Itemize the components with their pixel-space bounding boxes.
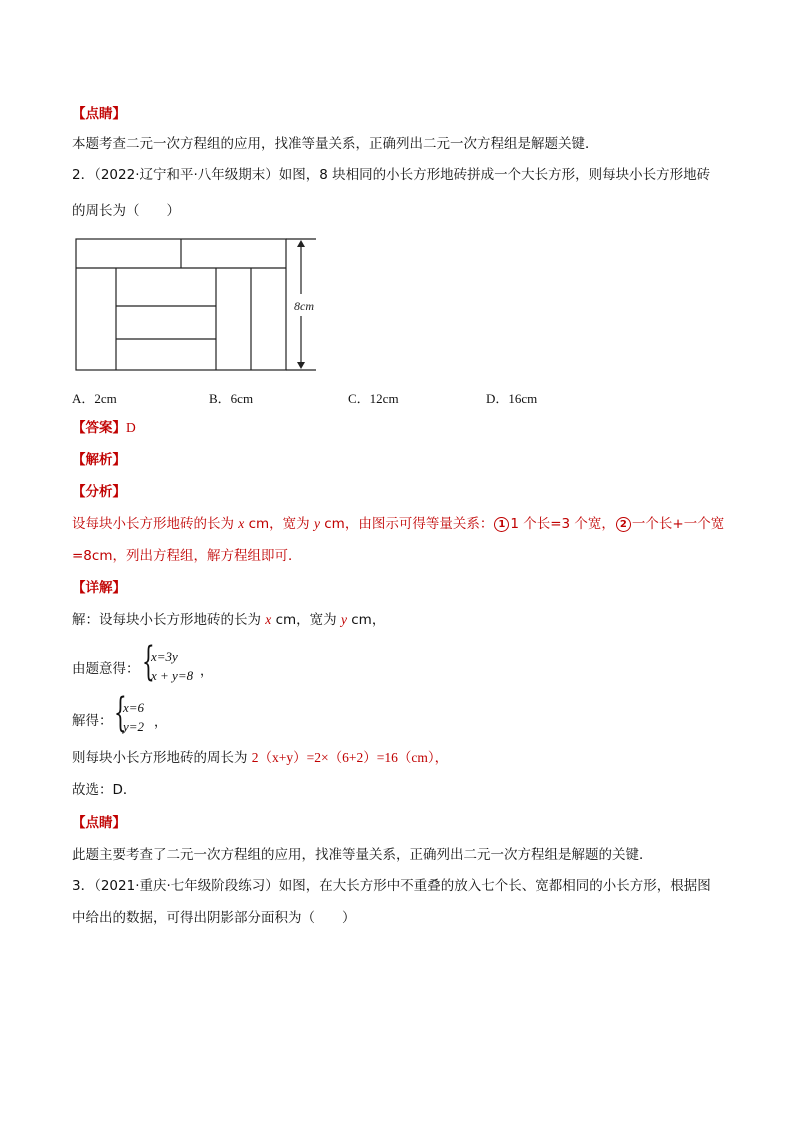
perimeter-line: 则每块小长方形地砖的周长为 2（x+y）=2×（6+2）=16（cm）， [72,750,449,766]
question-2-line1: 2．（2022·辽宁和平·八年级期末）如图，8 块相同的小长方形地砖拼成一个大长方形，则每块小长方形地砖 [72,167,711,183]
system2-label: 解得： [72,713,113,729]
header-fenxi: 【分析】 [72,484,126,500]
option-b: B．6cm [209,391,254,406]
fenxi-line2: =8cm，列出方程组，解方程组即可． [72,548,302,564]
question-2-line2: 的周长为（ ） [72,203,180,219]
note-1: 本题考查二元一次方程组的应用，找准等量关系，正确列出二元一次方程组是解题关键． [72,136,599,152]
note-2: 此题主要考查了二元一次方程组的应用，找准等量关系，正确列出二元一次方程组是解题的关键． [72,847,653,863]
option-a: A．2cm [72,391,117,406]
question-3-line1: 3．（2021·重庆·七年级阶段练习）如图，在大长方形中不重叠的放入七个长、宽都相同的小长方形，根据图 [72,878,711,894]
option-c: C．12cm [348,391,399,406]
detail-line1: 解：设每块小长方形地砖的长为 x cm，宽为 y cm， [72,612,386,628]
arrow-down-icon [297,362,305,369]
option-d: D．16cm [486,391,538,406]
system1-label: 由题意得： [72,661,140,677]
header-dianjing-1: 【点睛】 [72,106,126,122]
arrow-up-icon [297,240,305,247]
equation-system-1: { x=3y x + y=8 ， [142,639,214,685]
header-jiexi: 【解析】 [72,452,126,468]
choose-line: 故选：D． [72,782,137,798]
answer-line [72,418,136,438]
fenxi-line1: 设每块小长方形地砖的长为 x cm，宽为 y cm，由图示可得等量关系： 1 1 个长=3 个宽， 2 一个长+一个宽 [72,516,725,532]
tile-figure [70,232,330,378]
equation-system-2: { x=6 y=2 ， [114,690,168,736]
circled-number-2: 2 [616,517,631,532]
answer-label: 【答案】 [72,420,126,436]
circled-number-1: 1 [494,517,509,532]
answer-value: D [126,420,136,435]
question-3-line2: 中给出的数据，可得出阴影部分面积为（ ） [72,910,356,926]
header-xiangjie: 【详解】 [72,580,126,596]
dimension-label: 8cm [294,299,314,313]
header-dianjing-2: 【点睛】 [72,815,126,831]
